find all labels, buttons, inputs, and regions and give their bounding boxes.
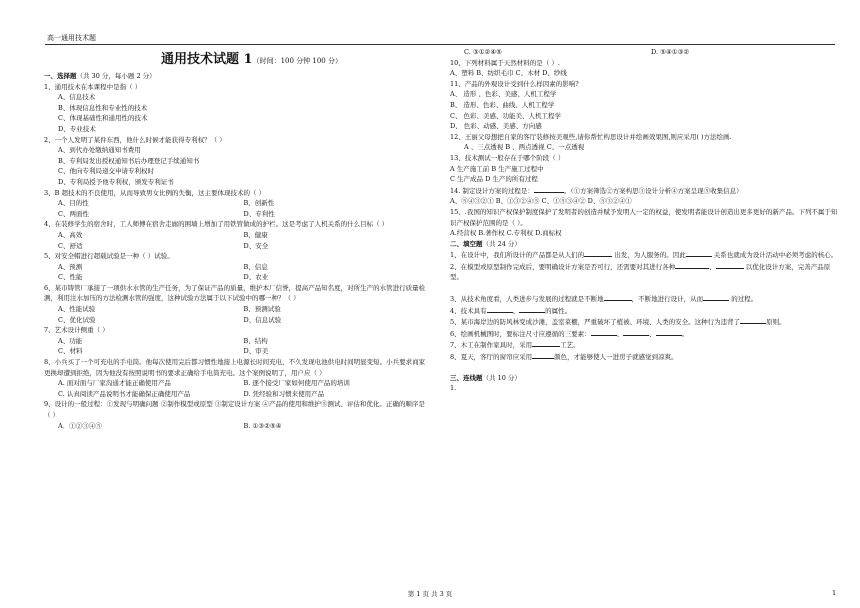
answer-blank bbox=[623, 328, 649, 336]
title-sub: （时间：100 分钟 100 分） bbox=[252, 57, 342, 65]
option-row: C、性能 D、农业 bbox=[58, 273, 269, 282]
page-number: 1 bbox=[832, 589, 837, 597]
answer-blank bbox=[519, 305, 545, 313]
option-row: C 生产成品 D 生产的所有过程 bbox=[450, 175, 538, 184]
option-row: A、目的性 B、创新性 bbox=[58, 199, 275, 208]
fill-question: 8、夏天，客厅的窗帘应采用 颜色，才能够使人一进房子就感觉到凉爽。 bbox=[450, 353, 678, 362]
answer-blank bbox=[604, 293, 632, 301]
option-row: C. ③①②④⑤ D. ⑤④①③② bbox=[464, 48, 690, 56]
option-row: A 、三点透视 B 、两点透视 C、一点透视 bbox=[464, 143, 585, 152]
title-main: 通用技术试题 1 bbox=[161, 52, 253, 67]
option-row: C、舒适 D、安全 bbox=[58, 241, 269, 250]
header-rule bbox=[45, 44, 835, 45]
answer-blank bbox=[534, 185, 564, 193]
question-stem: 15、.我国的知识产权保护制度保护了发明者的创造并赋予发明人一定的权益，使发明者能设计创造出更多更好的新产品。下列不属于知识产权保护范围的是（ ）。 bbox=[450, 207, 838, 227]
option-row: A、⑤④③②① B、①③②④⑤ C、①⑤③④② D、⑤③②④① bbox=[450, 197, 632, 206]
question-stem: 9、设计的一般过程：①发现与明确问题 ②制作模型或原型 ③制定设计方案 ④产品的使用和维护⑤测试、评估和优化。正确的顺序是（ ） bbox=[44, 400, 425, 419]
question-stem: 3、B 超技术的不良使用，从而导致男女比例的失衡，这主要体现技术的（ ） bbox=[44, 188, 266, 197]
question-stem: 13、技术测试一般存在于哪个阶段（ ） bbox=[450, 153, 565, 162]
option-row: A、功能 B、结构 bbox=[58, 336, 268, 345]
fill-question: 7、木工在制作家具时，采用 工艺。 bbox=[450, 341, 580, 350]
option: B、 造形、色彩、曲线、人机工程学 bbox=[450, 100, 555, 109]
question-stem: 12、王丽父母想把自家的客厅装修按美观些,请你帮忙构思设计并绘画效果图,则应采用( )方法绘画. bbox=[450, 132, 732, 141]
answer-blank bbox=[532, 351, 554, 359]
fill-question: 6、绘画机械图时，要标注尺寸应遵循的三要素： 、 、 。 bbox=[450, 329, 689, 338]
spacer bbox=[450, 363, 838, 373]
option: B、专利局发出授权通知书后办理登记手续通知书 bbox=[58, 156, 200, 165]
option: C、 色彩、美感、功能美、人机工程学 bbox=[450, 111, 562, 120]
right-column bbox=[450, 47, 838, 394]
question-stem: 6、某市铸管厂承接了一项供水水管的生产任务，为了保证产品的质量，维护本厂信誉，提高产品知名度，对所生产的水管进行质量检测，利用注水加压的方法检测水管的强度，这种试验方法属于以下试验中的哪一种？（ ） bbox=[44, 283, 426, 303]
fill-question: 3、从技术角度看，人类进步与发展的过程就是不断地 ，不断地进行设计，从而 的过程。 bbox=[450, 295, 758, 304]
option: D、专利局授予他专利权，颁发专利证书 bbox=[58, 177, 174, 186]
option: C、他向专利局递交申请专利权时 bbox=[58, 167, 154, 176]
fill-question: 5、某市海岸边的防风林变成沙滩，盖室菜棚，严重破坏了植被、环境、人类的安全。这种行为违背了 原则。 bbox=[450, 318, 786, 327]
option-row: C. 认真阅读产品说明书才能确保正确使用产品 D. 凭经验和习惯来使用产品 bbox=[58, 389, 325, 398]
answer-blank bbox=[532, 339, 560, 347]
left-column bbox=[44, 47, 429, 431]
answer-blank bbox=[584, 249, 612, 257]
section-heading: 二、填空题（共 24 分） bbox=[450, 239, 521, 248]
option: B、体现信息性和专业性的技术 bbox=[58, 103, 148, 112]
question-stem: 14. 制定设计方案的过程是： 。（①方案筛选②方案构思③设计分析④方案呈现⑤收集信息） bbox=[450, 186, 743, 195]
answer-blank bbox=[656, 328, 682, 336]
question-stem: 10、下列材料属于天然材料的是（ ）. bbox=[450, 58, 560, 67]
section-heading: 三、连线题（共 10 分） bbox=[450, 373, 521, 382]
answer-blank bbox=[487, 305, 513, 313]
option: A、到代办处缴纳通知书费用 bbox=[58, 146, 141, 155]
exam-title bbox=[74, 51, 429, 70]
header-label: 高一通用技术题 bbox=[47, 34, 96, 42]
question-stem: 5、对安全帽进行超载试验是一种（ ）试验。 bbox=[44, 252, 174, 261]
fill-question: 4、技术具有 、 的属性。 bbox=[450, 306, 572, 315]
option-row: C、两面性 D、专利性 bbox=[58, 209, 275, 218]
option: D、 色彩、动感、美感、方向感 bbox=[450, 122, 542, 131]
question-stem: 8、小兵买了一个可充电的手电筒。他每次使用完后都习惯性地接上电源长时间充电，不久发现电池供电时间明显变短。小兵要求商家更换却遭到拒绝，因为他没有按照说明书的要求正确给手电筒充电。这个案例说明了，用户应（ ） bbox=[44, 358, 426, 377]
option: C、体现基础性和通用性的技术 bbox=[58, 114, 148, 123]
section-heading: 一、选择题（共 30 分，每小题 2 分） bbox=[44, 72, 156, 80]
spacer bbox=[450, 283, 838, 293]
question-stem: 7、艺术设计侧重（ ） bbox=[44, 326, 109, 335]
option-row: A、塑料 B、纺织毛巾 C、木材 D、纱线 bbox=[450, 69, 567, 78]
fill-question: 1、在设计中，我们所设计的产品都是从人们的 出发，为人服务的。因此 关系也就成为设计活动中必须考虑的核心。 bbox=[450, 251, 838, 260]
match-item: 1. bbox=[450, 384, 457, 393]
page-footer: 第 1 页 共 3 页 bbox=[407, 590, 453, 598]
option-row: A、性能试验 B、预测试验 bbox=[58, 305, 281, 314]
answer-blank bbox=[686, 249, 712, 257]
option-row: C、材料 D、审美 bbox=[58, 347, 269, 356]
question-stem: 2、一个人发明了某件东西，他什么时候才能获得专利权？（ ） bbox=[44, 135, 226, 144]
option-row: A. 面对面与厂家沟通才能正确使用产品 B. 逐个接受厂家如何使用产品的培训 bbox=[58, 379, 350, 388]
question-stem: 4、在装修学生的宿舍时，工人师傅在宿舍走廊的围墙上增加了用铁管做成的护栏。这是考虑了人机关系的什么目标（ ） bbox=[44, 220, 389, 229]
option: A、信息技术 bbox=[58, 93, 96, 102]
option: A、 造形 、色彩、美感、人机工程学 bbox=[450, 90, 557, 99]
question-stem: 1、通用技术在本课程中是指（ ） bbox=[44, 82, 142, 91]
option-row: A．①②③④⑤ B. ①③②⑤④ bbox=[58, 421, 282, 430]
answer-blank bbox=[716, 261, 744, 269]
answer-blank bbox=[591, 328, 617, 336]
answer-blank bbox=[703, 293, 729, 301]
option-row: A、高效 B、健康 bbox=[58, 230, 268, 239]
option: D、专业技术 bbox=[58, 124, 96, 133]
option-row: A 生产施工前 B 生产施工过程中 bbox=[450, 164, 544, 173]
answer-blank bbox=[740, 316, 766, 324]
answer-blank bbox=[675, 261, 709, 269]
option-row: A、预测 B、信息 bbox=[58, 262, 268, 271]
question-stem: 11、产品的外观设计受到什么样因素的影响? bbox=[450, 79, 579, 88]
option-row: C、优化试验 D、信息试验 bbox=[58, 315, 282, 324]
option-row: A.经营权 B.著作权 C.专利权 D.商标权 bbox=[450, 229, 562, 238]
fill-question: 2、在模型或原型制作完成后，要明确设计方案是否可行，还需要对其进行各种 、 以优化设计方案，完善产品原型。 bbox=[450, 262, 831, 282]
